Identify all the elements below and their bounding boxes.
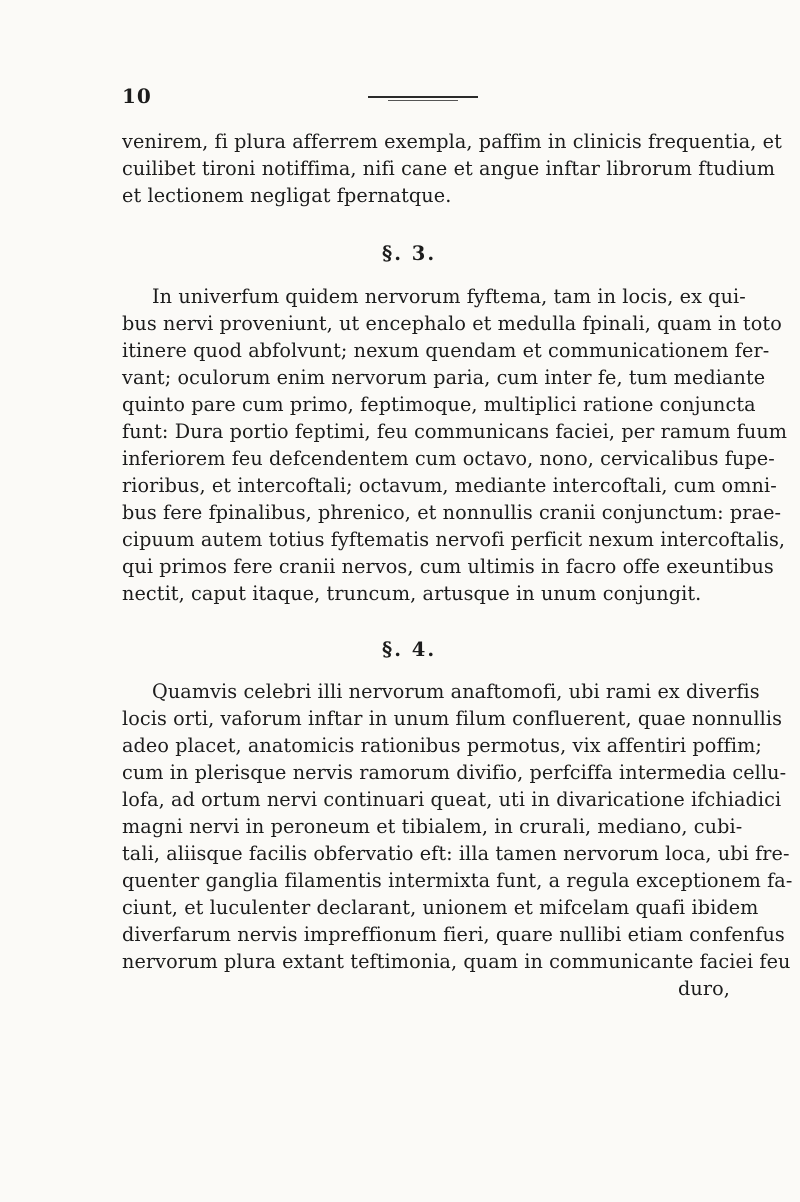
text-line: rioribus, et intercoftali; octavum, mediante intercoftali, cum omni- (122, 474, 777, 497)
text-line: In univerfum quidem nervorum fyftema, tam in locis, ex qui- (152, 285, 746, 308)
text-line: nectit, caput itaque, truncum, artusque in unum conjungit. (122, 582, 702, 605)
text-line: locis orti, vaforum inftar in unum filum confluerent, quae nonnullis (122, 707, 783, 730)
text-line: bus nervi proveniunt, ut encephalo et medulla fpinali, quam in toto (122, 312, 782, 335)
text-line: cipuum autem totius fyftematis nervofi perficit nexum intercoftalis, (122, 528, 786, 551)
text-line: adeo placet, anatomicis rationibus permotus, vix affentiri poffim; (122, 734, 762, 757)
page-number: 10 (122, 84, 152, 108)
text-line: inferiorem feu defcendentem cum octavo, nono, cervicalibus fupe- (122, 447, 775, 470)
text-line: cum in plerisque nervis ramorum divifio, perfciffa intermedia cellu- (122, 761, 787, 784)
text-line: funt: Dura portio feptimi, feu communicans faciei, per ramum fuum (122, 420, 788, 443)
section-heading-4: §. 4. (382, 638, 437, 661)
header-ornament-rule (368, 96, 478, 98)
text-line: cuilibet tironi notiffima, nifi cane et angue inftar librorum ftudium (122, 157, 776, 180)
text-line: et lectionem negligat fpernatque. (122, 184, 452, 207)
text-line: qui primos fere cranii nervos, cum ultimis in facro offe exeuntibus (122, 555, 774, 578)
text-line: nervorum plura extant teftimonia, quam in communicante faciei feu (122, 950, 791, 973)
catchword: duro, (678, 977, 730, 1000)
text-line: quenter ganglia filamentis intermixta funt, a regula exceptionem fa- (122, 869, 793, 892)
text-line: ciunt, et luculenter declarant, unionem et mifcelam quafi ibidem (122, 896, 759, 919)
text-line: itinere quod abfolvunt; nexum quendam et communicationem fer- (122, 339, 770, 362)
text-line: diverfarum nervis impreffionum fieri, quare nullibi etiam confenfus (122, 923, 785, 946)
text-line: lofa, ad ortum nervi continuari queat, uti in divaricatione ifchiadici (122, 788, 782, 811)
text-line: vant; oculorum enim nervorum paria, cum inter fe, tum mediante (122, 366, 766, 389)
text-line: bus fere fpinalibus, phrenico, et nonnullis cranii conjunctum: prae- (122, 501, 782, 524)
text-line: Quamvis celebri illi nervorum anaftomofi, ubi rami ex diverfis (152, 680, 760, 703)
text-line: tali, aliisque facilis obfervatio eft: illa tamen nervorum loca, ubi fre- (122, 842, 790, 865)
text-line: quinto pare cum primo, feptimoque, multiplici ratione conjuncta (122, 393, 756, 416)
text-line: venirem, fi plura afferrem exempla, paffim in clinicis frequentia, et (122, 130, 782, 153)
section-heading-3: §. 3. (382, 242, 437, 265)
text-line: magni nervi in peroneum et tibialem, in crurali, mediano, cubi- (122, 815, 743, 838)
